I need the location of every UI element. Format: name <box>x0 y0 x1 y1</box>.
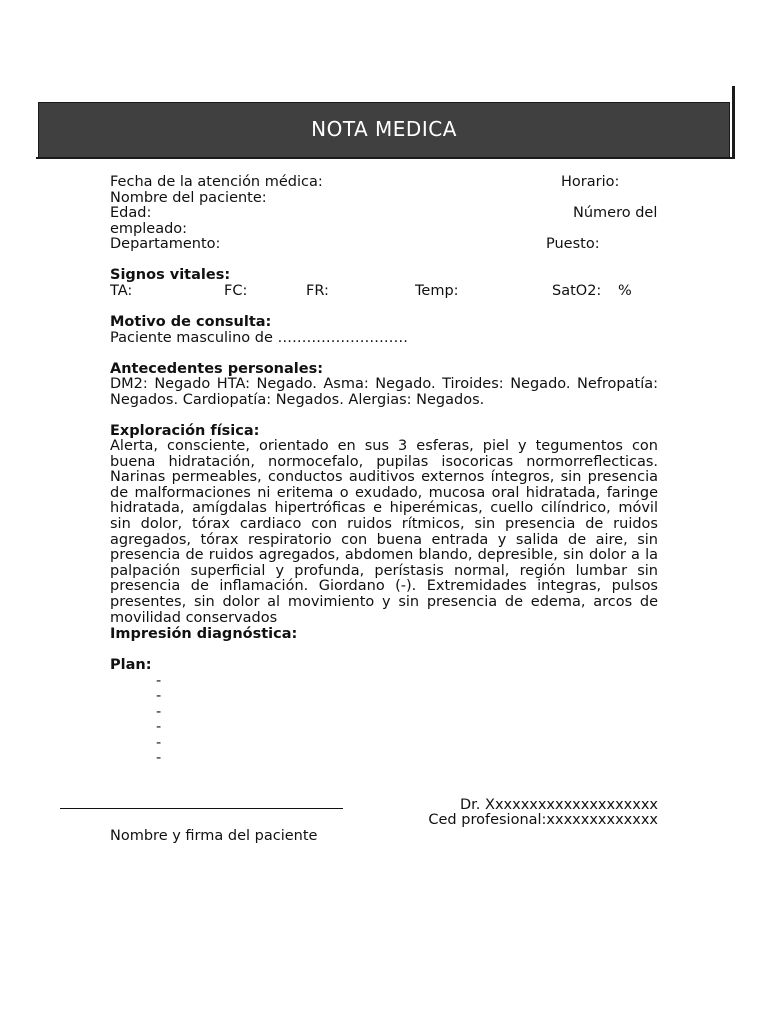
antecedentes-text: DM2: Negado HTA: Negado. Asma: Negado. Tiroides: Negado. Nefropatía: Negados. Cardiopatía: Negados. Alergias: Negados. <box>110 376 658 408</box>
plan-heading: Plan: <box>110 657 152 673</box>
plan-item: - <box>156 704 162 720</box>
plan-item: - <box>156 750 162 766</box>
numero-empleado-label-2: empleado: <box>110 221 188 237</box>
motivo-heading: Motivo de consulta: <box>110 314 272 330</box>
plan-item: - <box>156 688 162 704</box>
header-shadow-right <box>732 86 735 159</box>
horario-label: Horario: <box>561 174 620 190</box>
sato2-label: SatO2: <box>552 283 602 299</box>
ta-label: TA: <box>110 283 133 299</box>
plan-item: - <box>156 719 162 735</box>
signos-vitales-heading: Signos vitales: <box>110 267 231 283</box>
antecedentes-heading: Antecedentes personales: <box>110 361 324 377</box>
fr-label: FR: <box>306 283 329 299</box>
plan-item: - <box>156 735 162 751</box>
title-banner <box>38 102 730 158</box>
impresion-heading: Impresión diagnóstica: <box>110 626 298 642</box>
cedula-profesional: Ced profesional:xxxxxxxxxxxxx <box>428 812 658 828</box>
percent-symbol: % <box>618 283 632 299</box>
plan-item: - <box>156 673 162 689</box>
patient-signature-label: Nombre y firma del paciente <box>110 828 318 844</box>
puesto-label: Puesto: <box>546 236 600 252</box>
nombre-paciente-label: Nombre del paciente: <box>110 190 267 206</box>
doctor-name: Dr. Xxxxxxxxxxxxxxxxxxxx <box>460 797 658 813</box>
document-title: NOTA MEDICA <box>311 117 457 142</box>
patient-signature-line <box>60 808 343 809</box>
motivo-text: Paciente masculino de ……………………… <box>110 330 408 346</box>
temp-label: Temp: <box>415 283 459 299</box>
fc-label: FC: <box>224 283 248 299</box>
numero-empleado-label-1: Número del <box>573 205 658 221</box>
fecha-label: Fecha de la atención médica: <box>110 174 323 190</box>
exploracion-heading: Exploración física: <box>110 423 260 439</box>
departamento-label: Departamento: <box>110 236 221 252</box>
edad-label: Edad: <box>110 205 152 221</box>
exploracion-text: Alerta, consciente, orientado en sus 3 esferas, piel y tegumentos con buena hidratación, normocefalo, pupilas isocoricas normorreflecticas. Narinas permeables, conductos auditivos externos íntegros, sin presencia de malformaciones ni eritema o exudado, mucosa oral hidratada, faringe hidratada, amígdalas hipertróficas e hiperémicas, cuello cilíndrico, móvil sin dolor, tórax cardiaco con ruidos rítmicos, sin presencia de ruidos agregados, tórax respiratorio con buena entrada y salida de aire, sin presencia de ruidos agregados, abdomen blando, depresible, sin dolor a la palpación superficial y profunda, perístasis normal, región lumbar sin presencia de inflamación. Giordano (-). Extremidades integras, pulsos presentes, sin dolor al movimiento y sin presencia de edema, arcos de movilidad conservados <box>110 438 658 626</box>
